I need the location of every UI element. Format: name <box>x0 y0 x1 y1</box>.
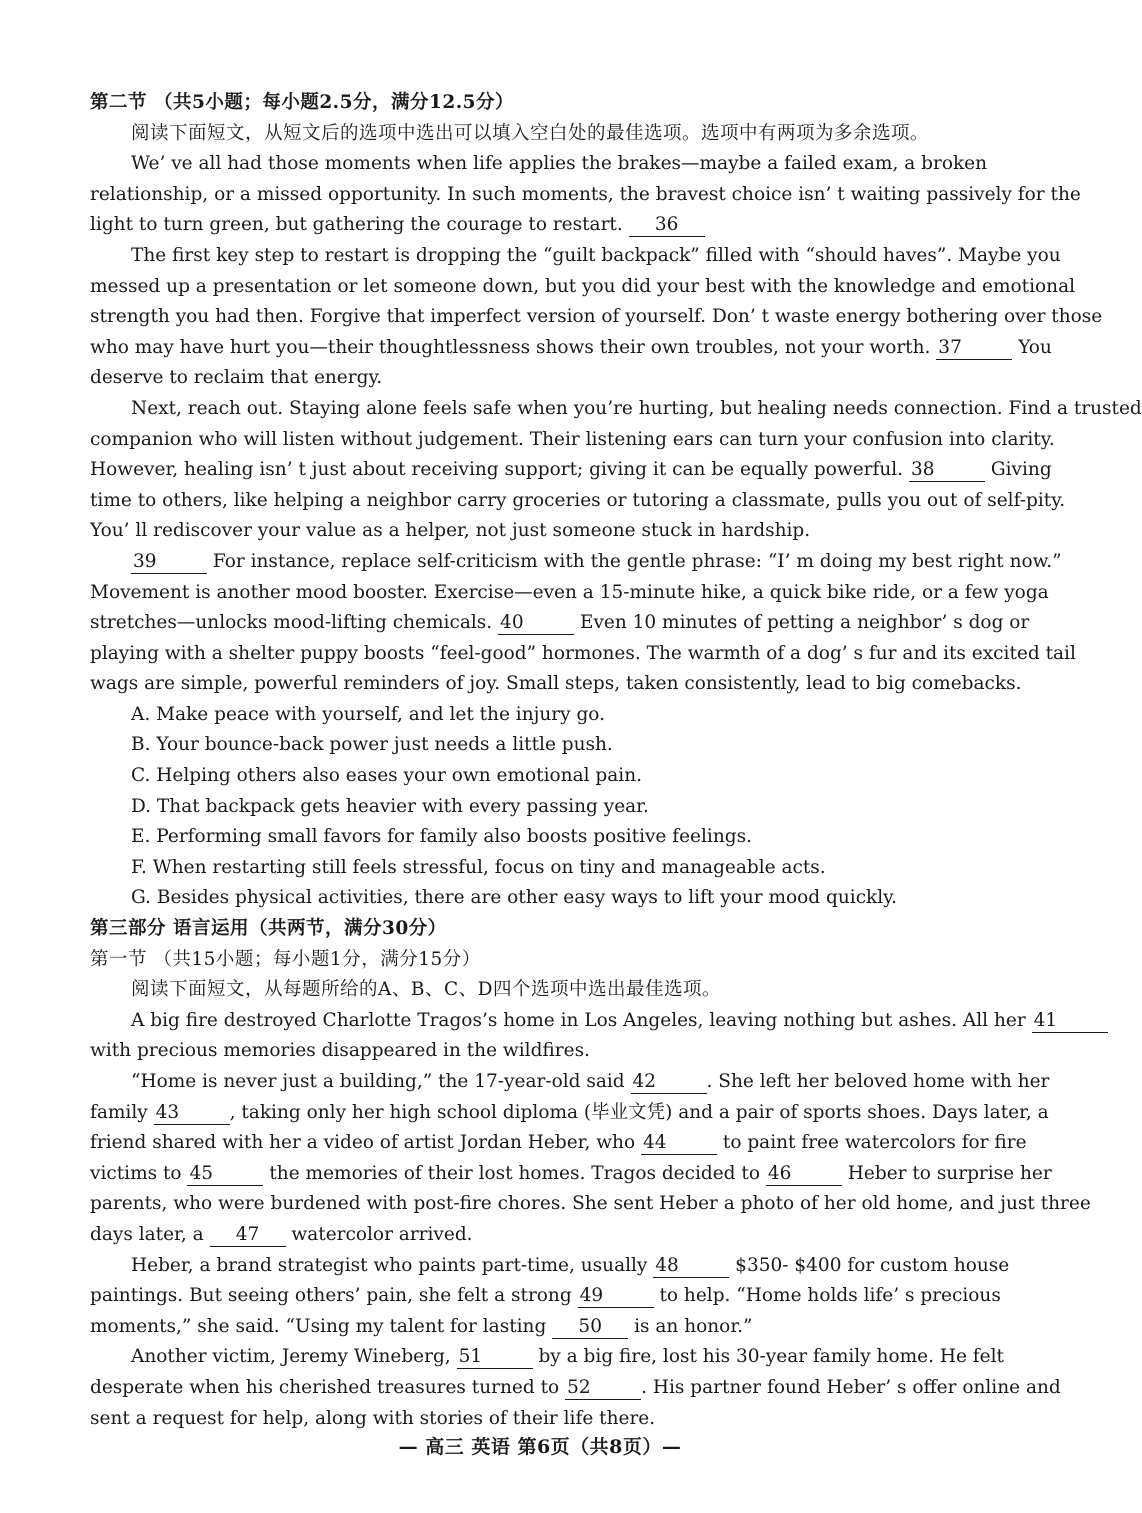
passage-text: A big fire destroyed Charlotte Tragos’s home in Los Angeles, leaving nothing but ashes. All her <box>131 1009 1026 1031</box>
blank-36[interactable]: 36 <box>629 214 705 237</box>
passage-text: You <box>1018 336 1052 358</box>
option-f: F. When restarting still feels stressful, focus on tiny and manageable acts. <box>131 856 826 878</box>
section-instruction: 阅读下面短文，从短文后的选项中选出可以填入空白处的最佳选项。选项中有两项为多余选项。 <box>131 122 930 144</box>
passage-line <box>90 1281 1001 1312</box>
passage-text: by a big fire, lost his 30-year family home. He felt <box>538 1346 1004 1368</box>
passage-line <box>90 608 1030 639</box>
passage-line <box>90 210 986 241</box>
passage-text: For instance, replace self-criticism with the gentle phrase: “I’ m doing my best right now.” <box>212 550 1062 572</box>
blank-48[interactable]: 48 <box>653 1255 729 1278</box>
blank-50[interactable]: 50 <box>552 1316 628 1339</box>
section-instruction: 阅读下面短文，从每题所给的A、B、C、D四个选项中选出最佳选项。 <box>131 979 721 1001</box>
passage-line: Next, reach out. Staying alone feels safe when you’re hurting, but healing needs connection. Find a trusted <box>131 397 1142 419</box>
passage-line: wags are simple, powerful reminders of joy. Small steps, taken consistently, lead to big comebacks. <box>90 673 1022 695</box>
passage-line: parents, who were burdened with post-fire chores. She sent Heber a photo of her old home, and just three <box>90 1193 1091 1215</box>
passage-line: sent a request for help, along with stories of their life there. <box>90 1407 656 1429</box>
blank-45[interactable]: 45 <box>187 1163 263 1186</box>
passage-text: Giving <box>990 459 1052 481</box>
passage-text: to paint free watercolors for fire <box>722 1132 1027 1154</box>
passage-line: messed up a presentation or let someone down, but you did your best with the knowledge and emotional <box>90 275 1076 297</box>
option-c: C. Helping others also eases your own emotional pain. <box>131 765 642 787</box>
passage-text: $350- $400 for custom house <box>735 1254 1010 1276</box>
passage-line <box>90 1312 986 1343</box>
section-heading: 第二节 （共5小题；每小题2.5分，满分12.5分） <box>90 92 515 113</box>
passage-line <box>90 1098 1049 1129</box>
passage-line <box>90 1373 1061 1404</box>
passage-text: days later, a <box>90 1223 204 1245</box>
passage-text: desperate when his cherished treasures turned to <box>90 1376 560 1398</box>
passage-text: the memories of their lost homes. Tragos decided to <box>269 1162 760 1184</box>
passage-text: . His partner found Heber’ s offer online and <box>641 1376 1061 1398</box>
part-heading: 第三部分 语言运用（共两节，满分30分） <box>90 918 447 940</box>
blank-41[interactable]: 41 <box>1032 1010 1108 1033</box>
passage-text: to help. “Home holds life’ s precious <box>659 1285 1001 1307</box>
passage-text: Another victim, Jeremy Wineberg, <box>131 1346 451 1368</box>
passage-line: deserve to reclaim that energy. <box>90 367 383 389</box>
blank-47[interactable]: 47 <box>210 1224 286 1247</box>
blank-43[interactable]: 43 <box>154 1102 230 1125</box>
passage-text: friend shared with her a video of artist Jordan Heber, who <box>90 1132 636 1154</box>
passage-line: time to others, like helping a neighbor carry groceries or tutoring a classmate, pulls you out of self-pity. <box>90 489 1066 511</box>
blank-40[interactable]: 40 <box>498 612 574 635</box>
section-heading: 第一节 （共15小题；每小题1分，满分15分） <box>90 948 481 970</box>
passage-text: who may have hurt you—their thoughtlessness shows their own troubles, not your worth. <box>90 336 931 358</box>
option-d: D. That backpack gets heavier with every passing year. <box>131 795 649 817</box>
passage-text: However, healing isn’ t just about receiving support; giving it can be equally powerful. <box>90 459 904 481</box>
passage-text: paintings. But seeing others’ pain, she felt a strong <box>90 1285 572 1307</box>
option-e: E. Performing small favors for family also boosts positive feelings. <box>131 826 752 848</box>
passage-text: “Home is never just a building,” the 17-year-old said <box>131 1071 625 1092</box>
passage-line <box>90 1006 1058 1037</box>
option-a: A. Make peace with yourself, and let the injury go. <box>131 703 605 725</box>
blank-39[interactable]: 39 <box>131 551 207 574</box>
passage-line <box>90 1251 1010 1282</box>
passage-line <box>90 1128 1027 1159</box>
blank-51[interactable]: 51 <box>457 1346 533 1369</box>
passage-text: . She left her beloved home with her <box>706 1071 1050 1092</box>
passage-line <box>90 455 1052 486</box>
blank-42[interactable]: 42 <box>631 1071 707 1094</box>
passage-text: family <box>90 1101 148 1123</box>
page-footer: — 高三 英语 第6页（共8页）— <box>398 1436 682 1458</box>
passage-line: The first key step to restart is dropping the “guilt backpack” filled with “should haves”. Maybe you <box>131 244 1061 266</box>
passage-line <box>90 333 1052 364</box>
option-g: G. Besides physical activities, there are other easy ways to lift your mood quickly. <box>131 887 898 909</box>
passage-line: strength you had then. Forgive that imperfect version of yourself. Don’ t waste energy bothering over those <box>90 306 1103 328</box>
passage-text: is an honor.” <box>634 1315 753 1337</box>
passage-text: Heber to surprise her <box>847 1162 1052 1184</box>
passage-text: victims to <box>90 1162 182 1184</box>
passage-line: You’ ll rediscover your value as a helper, not just someone stuck in hardship. <box>90 520 811 542</box>
passage-line: companion who will listen without judgement. Their listening ears can turn your confusion into clarity. <box>90 428 1055 450</box>
blank-46[interactable]: 46 <box>766 1163 842 1186</box>
passage-text: , taking only her high school diploma (毕业文凭) and a pair of sports shoes. Days later, a <box>229 1101 1049 1123</box>
option-b: B. Your bounce-back power just needs a little push. <box>131 734 613 756</box>
blank-52[interactable]: 52 <box>565 1377 641 1400</box>
passage-line <box>90 1220 986 1251</box>
passage-line: relationship, or a missed opportunity. In such moments, the bravest choice isn’ t waiting passively for the <box>90 183 1081 205</box>
passage-text: moments,” she said. “Using my talent for lasting <box>90 1315 547 1337</box>
passage-line <box>90 1067 1050 1098</box>
blank-38[interactable]: 38 <box>909 459 985 482</box>
passage-line: with precious memories disappeared in the wildfires. <box>90 1040 590 1062</box>
passage-text: Heber, a brand strategist who paints part-time, usually <box>131 1254 648 1276</box>
blank-49[interactable]: 49 <box>578 1285 654 1308</box>
passage-text: Even 10 minutes of petting a neighbor’ s dog or <box>579 612 1030 634</box>
passage-line <box>90 547 1062 578</box>
passage-line <box>90 1342 1004 1373</box>
passage-text: light to turn green, but gathering the courage to restart. <box>90 214 623 236</box>
blank-44[interactable]: 44 <box>641 1132 717 1155</box>
blank-37[interactable]: 37 <box>936 337 1012 360</box>
passage-text: watercolor arrived. <box>291 1223 473 1245</box>
passage-line: playing with a shelter puppy boosts “feel-good” hormones. The warmth of a dog’ s fur and its excited tail <box>90 642 1076 664</box>
passage-line <box>90 1159 1052 1190</box>
passage-line: We’ ve all had those moments when life applies the brakes—maybe a failed exam, a broken <box>131 153 988 175</box>
passage-line: Movement is another mood booster. Exercise—even a 15-minute hike, a quick bike ride, or a few yoga <box>90 581 1049 603</box>
passage-text: stretches—unlocks mood-lifting chemicals. <box>90 612 493 634</box>
